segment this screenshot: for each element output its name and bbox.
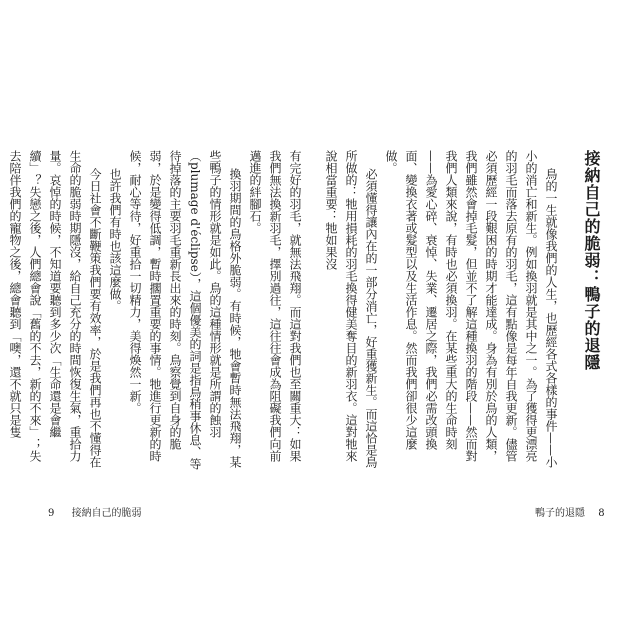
paragraph: 必須懂得讓內在的一部分消亡，好重獲新生。而這恰是鳥所做的：牠用損耗的羽毛換得健美奪目的新羽衣。這對牠來說相當重要：牠如果沒 [324, 150, 378, 468]
page-number: 9 [48, 508, 55, 519]
right-page [324, 150, 605, 470]
paragraph: 今日社會不斷鞭策我們要有效率，於是我們再也不懂得在生命的脆弱時期隱沒，給自己充分的時間恢復生氣，重拾力量。哀悼的時候，不知道要聽到多少次「生命還是會繼續」？失戀之後，人們總會說「舊的不去，新的不來」；失去陪伴我們的寵物之後，總會聽到「噢，還不就只是隻 [8, 150, 102, 468]
chapter-title: 接納自己的脆弱：鴨子的退隱 [582, 150, 601, 371]
paragraph: 有完好的羽毛，就無法飛翔。而這對我們也至關重大：如果我們無法換新羽毛，擇別過往，這往往會成為阻礙我們向前邁進的絆腳石。 [248, 150, 302, 462]
right-page-footer [535, 504, 605, 519]
page-number: 8 [598, 508, 605, 519]
running-title: 鴨子的退隱 [535, 508, 585, 519]
paragraph: 換羽期間的鳥格外脆弱。有時候，牠會暫時無法飛翔，某些鴨子的情形就是如此。鳥的這種情形就是所謂的蝕羽（plumage d'éclipse），這個優美的詞是指鳥稍事休息、等待掉落的主要羽毛重新長出來的時刻。鳥察覺到自身的脆弱，於是變得低調，暫時擱置重要的事情。牠進行更新的時候，耐心等待，好重拾一切精力，美得煥然一新。 [128, 150, 242, 470]
left-page [8, 150, 305, 470]
left-page-footer [48, 504, 142, 519]
running-title: 接納自己的脆弱 [71, 508, 142, 519]
paragraph: 也許我們有時也該這麼做。 [108, 168, 122, 312]
paragraph: 鳥的一生就像我們的人生，也歷經各式各樣的事件——小小的消亡和新生。例如換羽就是其中之一。為了獲得更漂亮的羽毛而落去原有的羽毛，這有點像是每年自我更新。儘管必須歷經一段艱困的時期才能達成。身為有別於鳥的人類，我們雖然會掉毛髮，但並不了解這種換羽的階段——然而對我們人類來說，有時也必須換羽。在某些重大的生命時刻——為愛心碎、衰悼、失業、遷居之際，我們必需改頭換面、變換衣著或髮型以及生活作息。然而我們卻很少這麼做。 [384, 150, 558, 468]
